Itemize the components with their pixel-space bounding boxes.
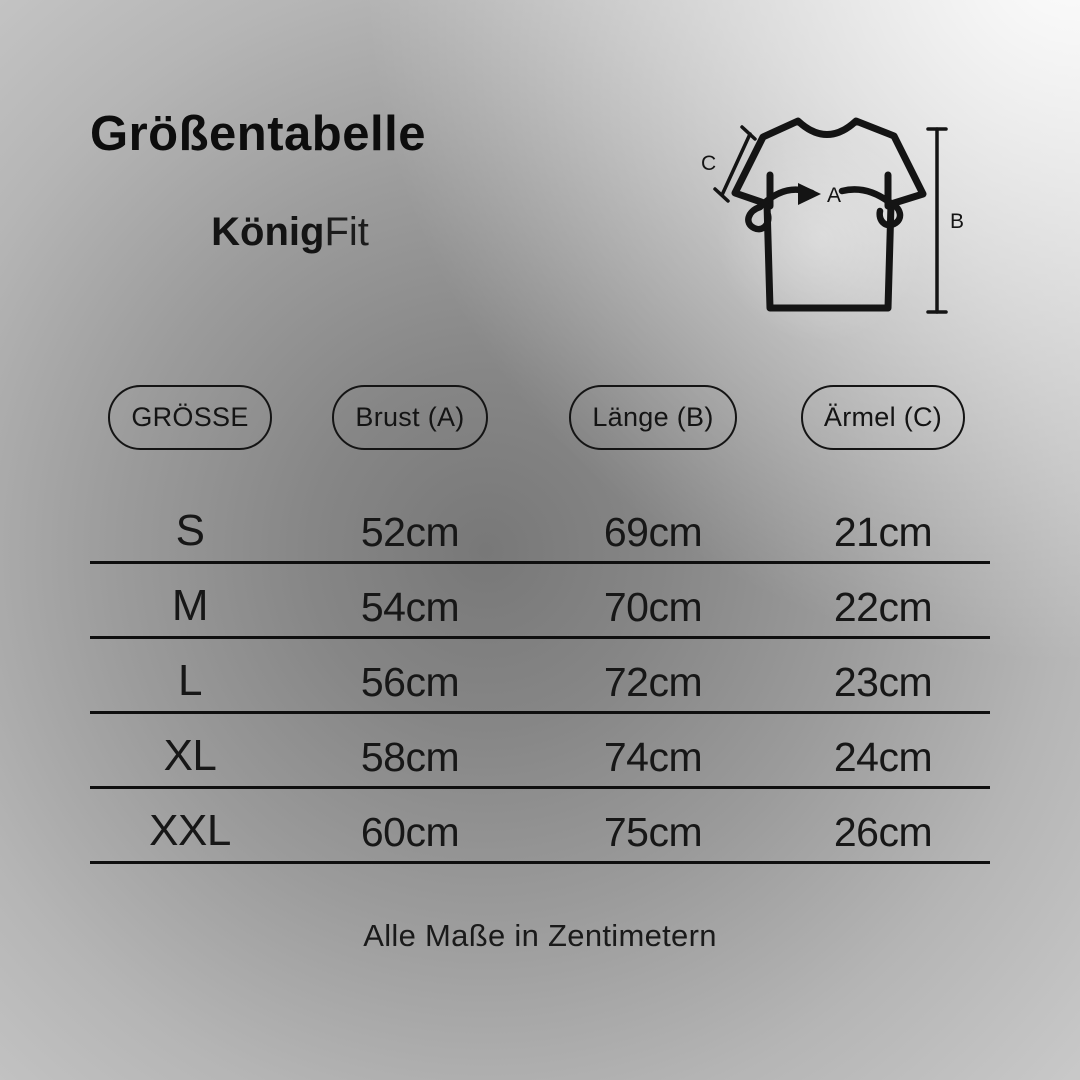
units-note: Alle Maße in Zentimetern	[363, 918, 717, 953]
chest-tape-right	[842, 189, 889, 202]
brand-name-light: Fit	[324, 210, 369, 254]
size-table-header-row	[90, 385, 990, 489]
brust-value: 52cm	[360, 509, 460, 555]
table-row	[90, 714, 990, 789]
laenge-value: 72cm	[603, 659, 703, 705]
brand-name-bold: König	[211, 210, 325, 254]
table-row	[90, 639, 990, 714]
size-value: XXL	[149, 806, 231, 855]
brust-value: 54cm	[360, 584, 460, 630]
aermel-value: 22cm	[833, 584, 933, 630]
sleeve-label: C	[701, 152, 717, 175]
aermel-value: 26cm	[833, 809, 933, 855]
brust-value: 58cm	[360, 734, 460, 780]
table-row	[90, 564, 990, 639]
column-header-brust: Brust (A)	[332, 385, 487, 450]
size-value: S	[175, 506, 205, 555]
table-row	[90, 489, 990, 564]
chest-label: A	[827, 184, 842, 207]
column-header-laenge: Länge (B)	[569, 385, 736, 450]
chest-arrowhead-icon	[798, 183, 821, 205]
brust-value: 56cm	[360, 659, 460, 705]
column-header-groesse: GRÖSSE	[108, 385, 271, 450]
brand-logo	[90, 210, 490, 255]
size-table	[90, 385, 990, 864]
length-label: B	[950, 210, 965, 233]
laenge-value: 70cm	[603, 584, 703, 630]
table-row	[90, 789, 990, 864]
tshirt-measurement-diagram	[690, 90, 1000, 340]
tshirt-outline-icon	[735, 121, 923, 308]
brust-value: 60cm	[360, 809, 460, 855]
aermel-value: 23cm	[833, 659, 933, 705]
sleeve-dimension-tick-bottom	[715, 189, 728, 201]
size-value: M	[171, 581, 209, 630]
aermel-value: 21cm	[833, 509, 933, 555]
laenge-value: 74cm	[603, 734, 703, 780]
laenge-value: 69cm	[603, 509, 703, 555]
page-title: Größentabelle	[90, 107, 426, 161]
laenge-value: 75cm	[603, 809, 703, 855]
aermel-value: 24cm	[833, 734, 933, 780]
column-header-aermel: Ärmel (C)	[801, 385, 965, 450]
size-value: L	[178, 656, 202, 705]
size-value: XL	[163, 731, 217, 780]
